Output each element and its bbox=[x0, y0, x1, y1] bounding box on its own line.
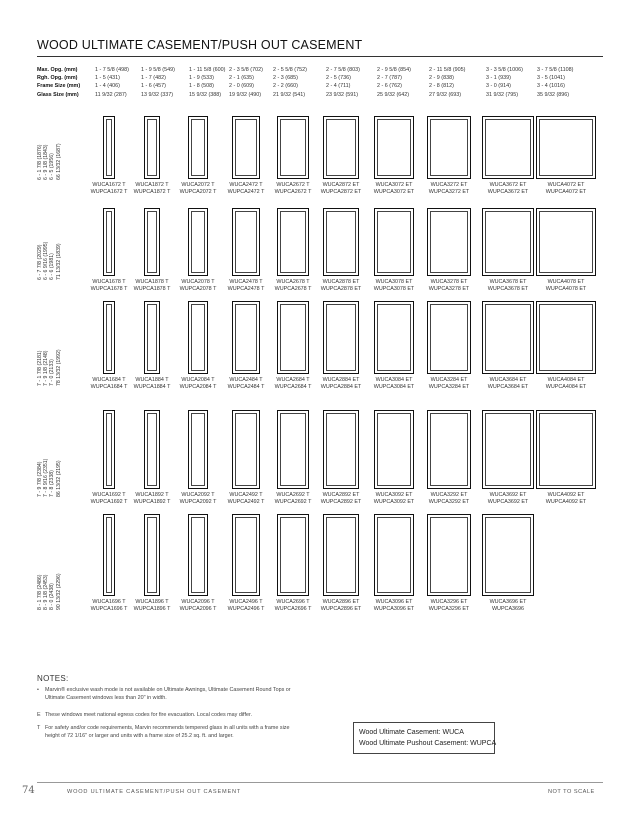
window-unit-drawing bbox=[103, 301, 115, 374]
unit-code-wupca: WUPCA3072 ET bbox=[373, 189, 415, 195]
unit-code-wuca: WUCA3684 ET bbox=[489, 377, 527, 383]
row-height-text bbox=[37, 573, 62, 610]
legend-line-wupca: Wood Ultimate Pushout Casement: WUPCA bbox=[359, 740, 497, 747]
unit-code-wupca: WUPCA2484 T bbox=[227, 384, 265, 390]
window-unit-drawing bbox=[536, 208, 596, 276]
unit-code-wupca: WUPCA3296 ET bbox=[428, 606, 470, 612]
spec-cell: 1 - 9 5/8 (549) bbox=[141, 67, 175, 73]
window-unit-drawing bbox=[323, 514, 359, 596]
window-unit-drawing bbox=[482, 410, 534, 489]
spec-row bbox=[37, 66, 607, 74]
size-spec-table bbox=[37, 66, 607, 99]
unit-code-wuca: WUCA1896 T bbox=[135, 599, 169, 605]
spec-cell: 3 - 3 5/8 (1006) bbox=[486, 67, 523, 73]
unit-code-wuca: WUCA1696 T bbox=[92, 599, 126, 605]
unit-code-wupca: WUPCA2084 T bbox=[179, 384, 217, 390]
spec-cell: 2 - 3 (685) bbox=[273, 75, 298, 82]
unit-code-wuca: WUCA4084 ET bbox=[547, 377, 585, 383]
unit-code-wuca: WUCA3672 ET bbox=[489, 182, 527, 188]
spec-cell: 2 - 3 5/8 (702) bbox=[229, 67, 263, 73]
window-unit-drawing bbox=[188, 116, 208, 179]
unit-code-wupca: WUPCA1678 T bbox=[90, 286, 128, 292]
window-unit-drawing bbox=[427, 410, 471, 489]
spec-cell: 19 9/32 (490) bbox=[229, 91, 262, 98]
window-unit-drawing bbox=[103, 514, 115, 596]
spec-cell: 2 - 7 5/8 (803) bbox=[326, 67, 360, 73]
unit-code-wupca: WUPCA2878 ET bbox=[320, 286, 362, 292]
spec-cell: 2 - 6 (762) bbox=[377, 83, 402, 90]
window-unit-drawing bbox=[323, 208, 359, 276]
spec-cell: 2 - 5 5/8 (752) bbox=[273, 67, 307, 73]
unit-code-wuca: WUCA1684 T bbox=[92, 377, 126, 383]
window-unit-drawing bbox=[144, 208, 160, 276]
unit-code-wupca: WUPCA2896 ET bbox=[320, 606, 362, 612]
spec-cell: 2 - 0 (609) bbox=[229, 83, 254, 90]
spec-cell: 31 9/32 (795) bbox=[486, 91, 519, 98]
unit-code-wupca: WUPCA2678 T bbox=[274, 286, 312, 292]
window-unit-drawing bbox=[188, 514, 208, 596]
unit-code-wupca: WUPCA3284 ET bbox=[428, 384, 470, 390]
window-unit-drawing bbox=[374, 208, 414, 276]
row-height-line: 7 - 8 (2338) bbox=[49, 470, 56, 497]
row-height-line: 7 - 0 (2133) bbox=[49, 359, 56, 386]
spec-cell: 2 - 9 5/8 (854) bbox=[377, 67, 411, 73]
spec-cell: 1 - 8 (508) bbox=[189, 83, 214, 90]
spec-cell: 13 9/32 (337) bbox=[141, 91, 174, 98]
spec-cell: 3 - 5 (1041) bbox=[537, 75, 565, 82]
unit-code-wupca: WUPCA3292 ET bbox=[428, 499, 470, 505]
unit-code-wuca: WUCA3292 ET bbox=[430, 492, 468, 498]
unit-code-wupca: WUPCA1684 T bbox=[90, 384, 128, 390]
unit-code-wupca: WUPCA1872 T bbox=[133, 189, 171, 195]
unit-code-wuca: WUCA2884 ET bbox=[322, 377, 360, 383]
unit-code-wupca: WUPCA2092 T bbox=[179, 499, 217, 505]
spec-cell: 2 - 5 (736) bbox=[326, 75, 351, 82]
window-unit-drawing bbox=[277, 410, 309, 489]
window-unit-drawing bbox=[323, 116, 359, 179]
window-unit-drawing bbox=[232, 208, 260, 276]
unit-code-wuca: WUCA2492 T bbox=[229, 492, 263, 498]
unit-code-wupca: WUPCA1696 T bbox=[90, 606, 128, 612]
spec-cell: 1 - 5 (431) bbox=[95, 75, 120, 82]
window-unit-drawing bbox=[232, 514, 260, 596]
row-height-line: 6 - 1 7/8 (1876) bbox=[37, 144, 43, 180]
page-title: WOOD ULTIMATE CASEMENT/PUSH OUT CASEMENT bbox=[37, 38, 363, 52]
note-item bbox=[37, 686, 292, 703]
window-unit-drawing bbox=[232, 116, 260, 179]
unit-code-wuca: WUCA1872 T bbox=[135, 182, 169, 188]
spec-cell: 2 - 7 (787) bbox=[377, 75, 402, 82]
unit-code-wupca: WUPCA1692 T bbox=[90, 499, 128, 505]
spec-row bbox=[37, 82, 607, 90]
row-height-line: 86 13/32 (2195) bbox=[55, 460, 62, 497]
spec-cell: 2 - 1 (635) bbox=[229, 75, 254, 82]
unit-code-wuca: WUCA1672 T bbox=[92, 182, 126, 188]
unit-code-wupca: WUPCA3272 ET bbox=[428, 189, 470, 195]
unit-code-wuca: WUCA2096 T bbox=[181, 599, 215, 605]
spec-row bbox=[37, 91, 607, 99]
unit-code-wupca: WUPCA2872 ET bbox=[320, 189, 362, 195]
unit-code-wuca: WUCA3272 ET bbox=[430, 182, 468, 188]
window-unit-drawing bbox=[427, 116, 471, 179]
note-text: For safety and/or code requirements, Marvin recommends tempered glass in all units with a frame size height of 72 1/16" or larger and units with a frame size of 25.2 sq. ft. and larger. bbox=[45, 725, 290, 740]
window-unit-drawing bbox=[188, 301, 208, 374]
window-unit-drawing bbox=[536, 301, 596, 374]
row-height-line: 6 - 6 9/16 (1995) bbox=[43, 241, 50, 280]
window-unit-drawing bbox=[232, 301, 260, 374]
row-height-line: 66 13/32 (1687) bbox=[55, 143, 62, 180]
unit-code-wuca: WUCA3278 ET bbox=[430, 279, 468, 285]
unit-code-wuca: WUCA2092 T bbox=[181, 492, 215, 498]
spec-cell: 1 - 7 (482) bbox=[141, 75, 166, 82]
row-height-line: 78 13/32 (1992) bbox=[55, 349, 62, 386]
spec-row-label: Frame Size (mm) bbox=[37, 83, 81, 90]
unit-code-wupca: WUPCA1896 T bbox=[133, 606, 171, 612]
note-item bbox=[37, 711, 292, 719]
unit-code-wuca: WUCA4092 ET bbox=[547, 492, 585, 498]
unit-code-wuca: WUCA2878 ET bbox=[322, 279, 360, 285]
window-unit-drawing bbox=[103, 208, 115, 276]
unit-code-wuca: WUCA2678 T bbox=[276, 279, 310, 285]
spec-cell: 23 9/32 (591) bbox=[326, 91, 359, 98]
unit-code-wupca: WUPCA3078 ET bbox=[373, 286, 415, 292]
window-unit-drawing bbox=[188, 410, 208, 489]
window-unit-drawing bbox=[427, 514, 471, 596]
spec-cell: 25 9/32 (642) bbox=[377, 91, 410, 98]
note-text: Marvin® exclusive wash mode is not available on Ultimate Awnings, Ultimate Casement Round Tops or Ultimate Casement windows less than 20" in width. bbox=[45, 687, 291, 702]
row-height-line: 8 - 1 7/8 (2486) bbox=[37, 574, 43, 610]
window-unit-drawing bbox=[536, 410, 596, 489]
window-unit-drawing bbox=[482, 116, 534, 179]
unit-code-wuca: WUCA3084 ET bbox=[375, 377, 413, 383]
unit-code-wuca: WUCA1892 T bbox=[135, 492, 169, 498]
window-unit-drawing bbox=[188, 208, 208, 276]
unit-code-wupca: WUPCA2692 T bbox=[274, 499, 312, 505]
unit-code-label bbox=[531, 279, 601, 293]
notes-title: NOTES: bbox=[37, 674, 69, 683]
unit-code-wuca: WUCA3296 ET bbox=[430, 599, 468, 605]
window-unit-drawing bbox=[144, 301, 160, 374]
unit-code-wuca: WUCA3072 ET bbox=[375, 182, 413, 188]
unit-code-wuca: WUCA3696 ET bbox=[489, 599, 527, 605]
window-unit-drawing bbox=[482, 301, 534, 374]
spec-cell: 2 - 11 5/8 (905) bbox=[429, 67, 466, 73]
spec-cell: 3 - 7 5/8 (1108) bbox=[537, 67, 574, 73]
window-unit-drawing bbox=[277, 208, 309, 276]
row-height-line: 8 - 0 (2438) bbox=[49, 583, 56, 610]
row-height-line: 71 13/32 (1839) bbox=[55, 243, 62, 280]
row-height-text bbox=[37, 143, 62, 180]
row-height-line: 90 13/32 (2296) bbox=[55, 573, 62, 610]
unit-code-label bbox=[473, 599, 543, 613]
unit-code-wuca: WUCA2078 T bbox=[181, 279, 215, 285]
unit-code-label bbox=[531, 377, 601, 391]
window-unit-drawing bbox=[482, 208, 534, 276]
unit-code-wuca: WUCA2892 ET bbox=[322, 492, 360, 498]
row-height-line: 7 - 9 7/8 (2384) bbox=[37, 461, 43, 497]
unit-code-wuca: WUCA3678 ET bbox=[489, 279, 527, 285]
unit-code-wupca: WUPCA2072 T bbox=[179, 189, 217, 195]
window-unit-drawing bbox=[144, 410, 160, 489]
unit-code-wupca: WUPCA4092 ET bbox=[545, 499, 587, 505]
unit-code-wuca: WUCA4078 ET bbox=[547, 279, 585, 285]
spec-row-label: Max. Opg. (mm) bbox=[37, 67, 78, 73]
spec-cell: 27 9/32 (693) bbox=[429, 91, 462, 98]
unit-code-wupca: WUPCA1878 T bbox=[133, 286, 171, 292]
spec-cell: 15 9/32 (388) bbox=[189, 91, 222, 98]
window-unit-drawing bbox=[374, 301, 414, 374]
unit-code-wuca: WUCA3078 ET bbox=[375, 279, 413, 285]
window-unit-drawing bbox=[277, 514, 309, 596]
unit-code-wupca: WUPCA3684 ET bbox=[487, 384, 529, 390]
unit-code-wuca: WUCA1878 T bbox=[135, 279, 169, 285]
unit-code-wupca: WUPCA2472 T bbox=[227, 189, 265, 195]
unit-code-wuca: WUCA3692 ET bbox=[489, 492, 527, 498]
spec-cell: 3 - 1 (939) bbox=[486, 75, 511, 82]
unit-code-wupca: WUPCA3278 ET bbox=[428, 286, 470, 292]
row-height-line: 7 - 1 7/8 (2181) bbox=[37, 350, 43, 386]
unit-code-wupca: WUPCA2684 T bbox=[274, 384, 312, 390]
unit-code-wuca: WUCA2478 T bbox=[229, 279, 263, 285]
row-height-line: 8 - 9 1/8 (2453) bbox=[43, 574, 50, 610]
unit-code-wuca: WUCA2472 T bbox=[229, 182, 263, 188]
unit-code-wuca: WUCA2484 T bbox=[229, 377, 263, 383]
row-height-text bbox=[37, 459, 62, 497]
row-height-line: 6 - 9 1/8 (1843) bbox=[43, 144, 50, 180]
spec-cell: 2 - 4 (711) bbox=[326, 83, 351, 90]
window-unit-drawing bbox=[144, 514, 160, 596]
unit-code-wupca: WUPCA3696 bbox=[491, 606, 525, 612]
unit-code-wuca: WUCA3092 ET bbox=[375, 492, 413, 498]
unit-code-wupca: WUPCA1672 T bbox=[90, 189, 128, 195]
note-item bbox=[37, 724, 292, 741]
row-height-text bbox=[37, 349, 62, 386]
unit-code-wupca: WUPCA2096 T bbox=[179, 606, 217, 612]
note-mark: T bbox=[37, 725, 41, 731]
spec-row-label: Glass Size (mm) bbox=[37, 91, 79, 98]
unit-code-wupca: WUPCA2078 T bbox=[179, 286, 217, 292]
unit-code-wupca: WUPCA3672 ET bbox=[487, 189, 529, 195]
unit-code-wuca: WUCA2692 T bbox=[276, 492, 310, 498]
note-text: These windows meet national egress codes for fire evacuation. Local codes may differ. bbox=[45, 712, 252, 718]
unit-code-wuca: WUCA2896 ET bbox=[322, 599, 360, 605]
unit-code-wupca: WUPCA2492 T bbox=[227, 499, 265, 505]
spec-cell: 11 9/32 (287) bbox=[95, 91, 127, 98]
unit-code-wupca: WUPCA2496 T bbox=[227, 606, 265, 612]
unit-code-wupca: WUPCA3092 ET bbox=[373, 499, 415, 505]
spec-cell: 2 - 2 (660) bbox=[273, 83, 298, 90]
spec-cell: 1 - 9 (533) bbox=[189, 75, 214, 82]
unit-code-wupca: WUPCA2478 T bbox=[227, 286, 265, 292]
unit-code-wuca: WUCA3096 ET bbox=[375, 599, 413, 605]
window-unit-drawing bbox=[323, 410, 359, 489]
spec-cell: 3 - 0 (914) bbox=[486, 83, 511, 90]
unit-code-wuca: WUCA2672 T bbox=[276, 182, 310, 188]
window-unit-drawing bbox=[536, 116, 596, 179]
spec-row bbox=[37, 74, 607, 82]
unit-code-wuca: WUCA1678 T bbox=[92, 279, 126, 285]
unit-code-wuca: WUCA1692 T bbox=[92, 492, 126, 498]
spec-cell: 1 - 11 5/8 (600) bbox=[189, 67, 226, 73]
unit-code-wupca: WUPCA4072 ET bbox=[545, 189, 587, 195]
unit-code-wupca: WUPCA3692 ET bbox=[487, 499, 529, 505]
unit-code-wuca: WUCA2496 T bbox=[229, 599, 263, 605]
window-unit-drawing bbox=[374, 514, 414, 596]
row-height-line: 6 - 6 (1981) bbox=[49, 253, 56, 280]
spec-cell: 3 - 4 (1016) bbox=[537, 83, 565, 90]
footer-title: WOOD ULTIMATE CASEMENT/PUSH OUT CASEMENT bbox=[67, 789, 242, 795]
unit-code-wuca: WUCA2872 ET bbox=[322, 182, 360, 188]
window-unit-drawing bbox=[427, 208, 471, 276]
page-number: 74 bbox=[22, 785, 35, 796]
unit-code-wuca: WUCA2696 T bbox=[276, 599, 310, 605]
row-height-line: 7 - 8 9/16 (2351) bbox=[43, 458, 50, 497]
window-unit-drawing bbox=[374, 410, 414, 489]
footer-rule bbox=[37, 782, 603, 783]
window-unit-drawing bbox=[277, 116, 309, 179]
unit-code-wupca: WUPCA1892 T bbox=[133, 499, 171, 505]
window-unit-drawing bbox=[323, 301, 359, 374]
unit-code-wupca: WUPCA2696 T bbox=[274, 606, 312, 612]
window-unit-drawing bbox=[144, 116, 160, 179]
unit-code-wupca: WUPCA2884 ET bbox=[320, 384, 362, 390]
unit-code-label bbox=[531, 182, 601, 196]
unit-code-label bbox=[531, 492, 601, 506]
note-mark: E bbox=[37, 712, 41, 718]
window-unit-drawing bbox=[482, 514, 534, 596]
unit-code-wuca: WUCA4072 ET bbox=[547, 182, 585, 188]
unit-code-wupca: WUPCA3096 ET bbox=[373, 606, 415, 612]
spec-cell: 2 - 9 (838) bbox=[429, 75, 454, 82]
spec-cell: 1 - 4 (406) bbox=[95, 83, 120, 90]
spec-cell: 21 9/32 (541) bbox=[273, 91, 306, 98]
series-legend-box bbox=[353, 722, 495, 754]
legend-line-wuca: Wood Ultimate Casement: WUCA bbox=[359, 729, 464, 736]
row-height-line: 6 - 5 (1956) bbox=[49, 153, 56, 180]
unit-code-wupca: WUPCA3678 ET bbox=[487, 286, 529, 292]
window-unit-drawing bbox=[232, 410, 260, 489]
spec-cell: 35 9/32 (896) bbox=[537, 91, 570, 98]
window-unit-drawing bbox=[103, 116, 115, 179]
footer-not-to-scale: NOT TO SCALE bbox=[548, 789, 595, 795]
unit-code-wuca: WUCA2084 T bbox=[181, 377, 215, 383]
unit-code-wuca: WUCA2684 T bbox=[276, 377, 310, 383]
row-height-line: 7 - 9 1/8 (2148) bbox=[43, 350, 50, 386]
unit-code-wuca: WUCA1884 T bbox=[135, 377, 169, 383]
window-unit-drawing bbox=[277, 301, 309, 374]
title-rule bbox=[37, 56, 603, 57]
unit-code-wupca: WUPCA4084 ET bbox=[545, 384, 587, 390]
unit-code-wupca: WUPCA1884 T bbox=[133, 384, 171, 390]
spec-cell: 1 - 7 5/8 (498) bbox=[95, 67, 129, 73]
window-unit-drawing bbox=[427, 301, 471, 374]
row-height-text bbox=[37, 242, 62, 280]
unit-code-wupca: WUPCA3084 ET bbox=[373, 384, 415, 390]
row-height-line: 6 - 7 7/8 (2029) bbox=[37, 244, 43, 280]
window-unit-drawing bbox=[374, 116, 414, 179]
note-mark: • bbox=[37, 687, 39, 693]
unit-code-wuca: WUCA2072 T bbox=[181, 182, 215, 188]
unit-code-wupca: WUPCA4078 ET bbox=[545, 286, 587, 292]
spec-row-label: Rgh. Opg. (mm) bbox=[37, 75, 78, 82]
unit-code-wupca: WUPCA2672 T bbox=[274, 189, 312, 195]
spec-cell: 2 - 8 (812) bbox=[429, 83, 454, 90]
unit-code-wuca: WUCA3284 ET bbox=[430, 377, 468, 383]
unit-code-wupca: WUPCA2892 ET bbox=[320, 499, 362, 505]
window-unit-drawing bbox=[103, 410, 115, 489]
spec-cell: 1 - 6 (457) bbox=[141, 83, 166, 90]
